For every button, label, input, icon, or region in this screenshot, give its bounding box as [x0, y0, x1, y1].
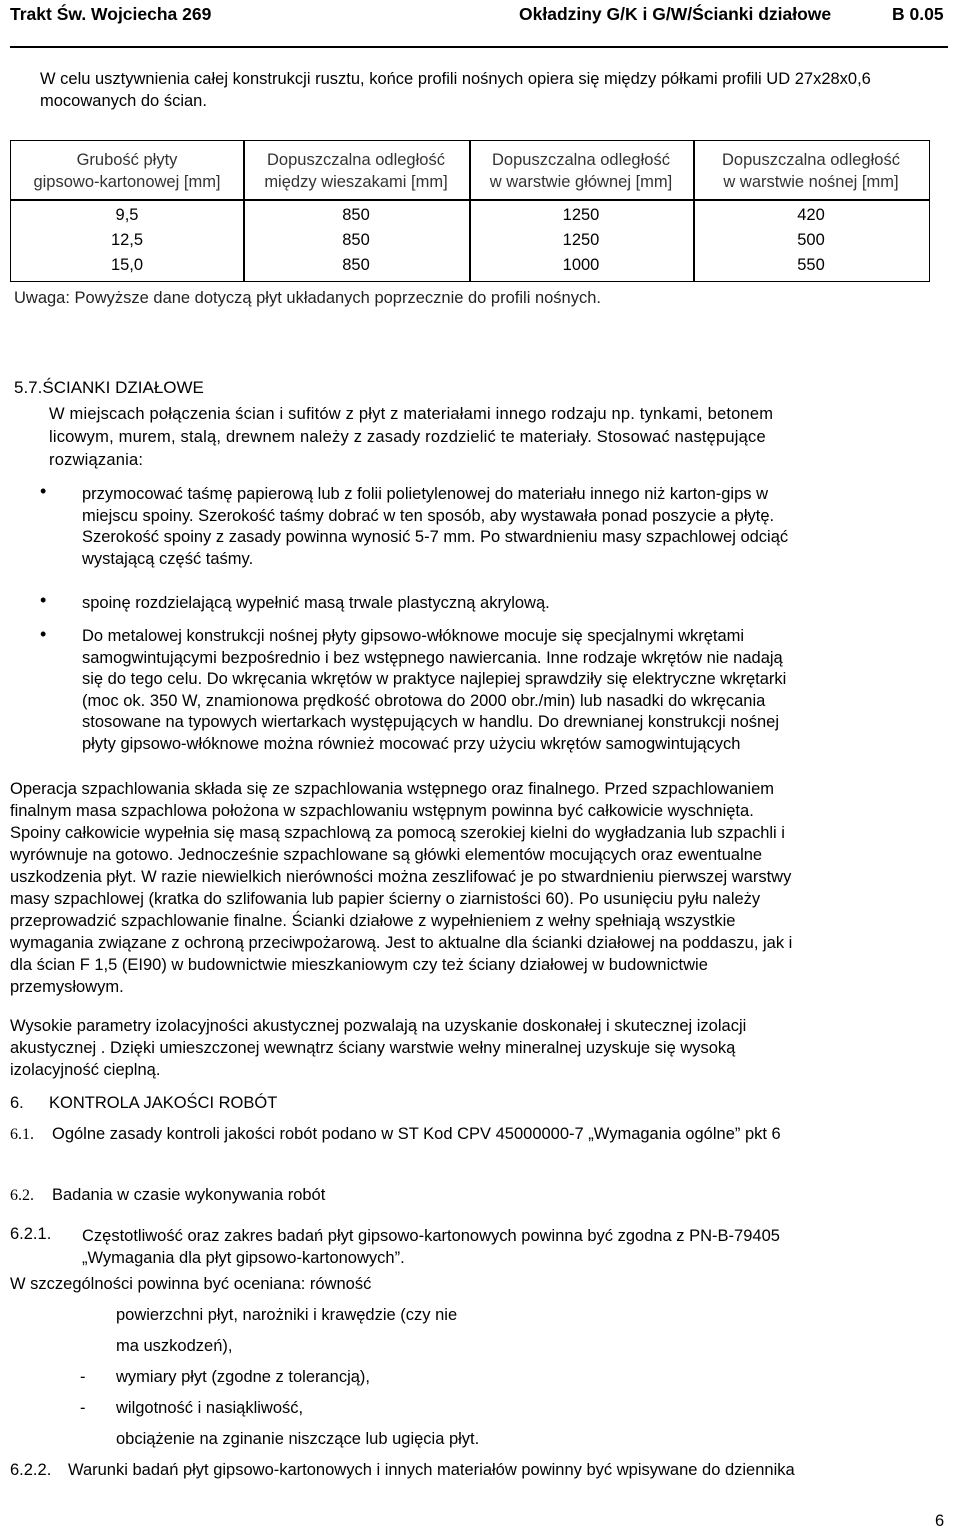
page-number: 6	[935, 1512, 945, 1530]
table-header-cell: Grubość płyty gipsowo-kartonowej [mm]	[33, 151, 221, 191]
header-rule	[10, 46, 948, 48]
section-5-7-line: licowym, murem, stalą, drewnem należy z zasady rozdzielić te materiały. Stosować następujące	[49, 428, 766, 446]
section-6-2-1-text: Częstotliwość oraz zakres badań płyt gipsowo-kartonowych powinna być zgodna z PN-B-79405 „Wymagania dla płyt gipsowo-kartonowych”.	[82, 1227, 780, 1267]
table-column-hangers: 850 850 850	[342, 206, 370, 274]
section-6-2-number: 6.2.	[10, 1187, 34, 1204]
section-6-2-2-number: 6.2.2.	[10, 1461, 52, 1479]
table-header-cell: Dopuszczalna odległość w warstwie głównej [mm]	[489, 151, 673, 191]
ocena-dash: -	[80, 1399, 86, 1417]
bullet-symbol: •	[40, 481, 47, 501]
bullet-symbol: •	[40, 624, 47, 644]
intro-paragraph: W celu usztywnienia całej konstrukcji rusztu, końce profili nośnych opiera się między półkami profili UD 27x28x0,6 mocowanych do ścian.	[40, 70, 871, 110]
table-header-cell: Dopuszczalna odległość w warstwie nośnej [mm]	[722, 151, 900, 191]
spacing-table	[10, 140, 930, 282]
bullet-item: przymocować taśmę papierową lub z folii polietylenowej do materiału innego niż karton-gips w miejscu spoiny. Szerokość taśmy dobrać w ten sposób, aby wystawała ponad poszycie a płytę. Szerokość spoiny z zasady powinna wynosić 5-7 mm. Po stwardnieniu masy szpachlowej odciąć wystającą część taśmy.	[82, 485, 789, 568]
section-5-7-title: 5.7.ŚCIANKI DZIAŁOWE	[14, 378, 204, 397]
paragraph-operacja: Operacja szpachlowania składa się ze szpachlowania wstępnego oraz finalnego. Przed szpachlowaniem finalnym masa szpachlowa położona w szpachlowaniu wstępnym powinna być całkowicie wyschnięta. Spoiny całkowicie wypełnia się masą szpachlową za pomocą szerokiej kielni do wygładzania lub szpachli i wyrównuje na gotowo. Jednocześnie szpachlowane są główki elementów mocujących oraz ewentualne uszkodzenia płyt. W razie niewielkich nierówności można zeszlifować je po stwardnieniu pierwszej warstwy masy szpachlowej (kratka do szlifowania lub papier ścierny o ziarnistości 60). Po usunięciu pyłu należy przeprowadzić szpachlowanie finalne. Ścianki działowe z wypełnieniem z wełny spełniają wszystkie wymagania związane z ochroną przeciwpożarową. Jest to aktualne dla ścianki działowej na poddaszu, jak i dla ścian F 1,5 (EI90) w budownictwie mieszkaniowym czy też ściany działowej w budownictwie przemysłowym.	[10, 780, 793, 996]
ocena-item: obciążenie na zginanie niszczące lub ugięcia płyt.	[116, 1430, 480, 1448]
ocena-dash: -	[80, 1368, 86, 1386]
ocena-item: powierzchni płyt, narożniki i krawędzie (czy nie	[116, 1306, 458, 1324]
bullet-item: Do metalowej konstrukcji nośnej płyty gipsowo-włóknowe mocuje się specjalnymi wkrętami samogwintującymi bezpośrednio i bez wstępnego nawiercania. Inne rodzaje wkrętów nie nadają się do tego celu. Do wkręcania wkrętów w praktyce najlepiej sprawdziły się elektryczne wkrętarki (moc ok. 350 W, znamionowa prędkość obrotowa do 2000 obr./min) lub nasadki do wkręcania stosowane na typowych wiertarkach występujących w handlu. Do drewnianej konstrukcji nośnej płyty gipsowo-włóknowe można również mocować przy użyciu wkrętów samogwintujących	[82, 627, 787, 753]
section-6-2-1-number: 6.2.1.	[10, 1225, 52, 1243]
table-header-cell: Dopuszczalna odległość między wieszakami [mm]	[264, 151, 448, 191]
section-6-1-number: 6.1.	[10, 1126, 34, 1143]
ocena-item: wymiary płyt (zgodne z tolerancją),	[116, 1368, 371, 1386]
ocena-item: ma uszkodzeń),	[116, 1337, 233, 1355]
paragraph-wysokie: Wysokie parametry izolacyjności akustycznej pozwalają na uzyskanie doskonałej i skutecznej izolacji akustycznej . Dzięki umieszczonej wewnątrz ściany warstwie wełny mineralnej uzyskuje się wysoką izolacyjność cieplną.	[10, 1017, 747, 1079]
table-column-thickness: 9,5 12,5 15,0	[110, 206, 144, 274]
section-6-2-text: Badania w czasie wykonywania robót	[52, 1186, 326, 1204]
table-column-bearing-layer: 420 500 550	[797, 206, 825, 274]
section-6-1-text: Ogólne zasady kontroli jakości robót podano w ST Kod CPV 45000000-7 „Wymagania ogólne” pkt 6	[52, 1125, 781, 1143]
section-6-2-2-text: Warunki badań płyt gipsowo-kartonowych i innych materiałów powinny być wpisywane do dziennika	[68, 1461, 795, 1479]
section-6-title: KONTROLA JAKOŚCI ROBÓT	[49, 1094, 278, 1112]
header-right: Okładziny G/K i G/W/Ścianki działowe	[519, 4, 832, 24]
header-left: Trakt Św. Wojciecha 269	[10, 4, 212, 24]
section-6-number: 6.	[10, 1094, 24, 1112]
bullet-symbol: •	[40, 590, 47, 610]
table-note: Uwaga: Powyższe dane dotyczą płyt układanych poprzecznie do profili nośnych.	[14, 289, 601, 307]
section-5-7-line: rozwiązania:	[49, 451, 144, 469]
ocena-item: wilgotność i nasiąkliwość,	[116, 1399, 304, 1417]
section-5-7-line: W miejscach połączenia ścian i sufitów z płyt z materiałami innego rodzaju np. tynkami, betonem	[49, 405, 774, 423]
bullet-item: spoinę rozdzielającą wypełnić masą trwale plastyczną akrylową.	[82, 594, 550, 612]
header-code: B 0.05	[892, 4, 944, 24]
ocena-intro: W szczególności powinna być oceniana: równość	[10, 1275, 372, 1293]
table-column-main-layer: 1250 1250 1000	[562, 206, 600, 274]
